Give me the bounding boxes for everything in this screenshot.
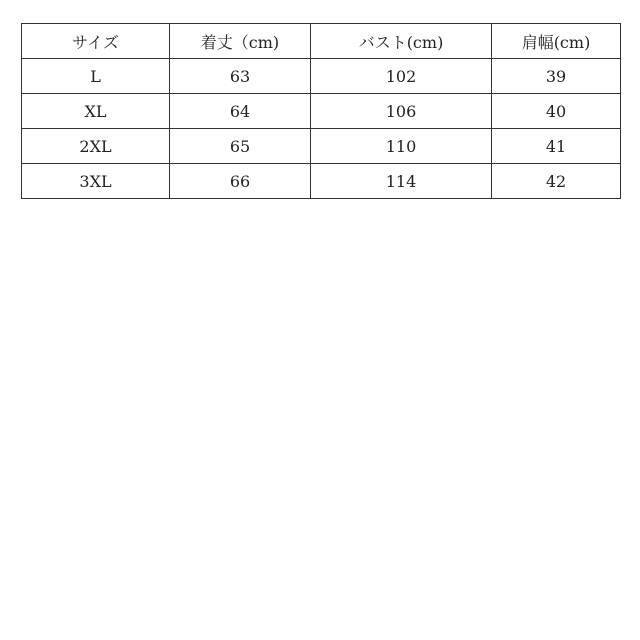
header-length: 着丈（cm) <box>170 24 311 59</box>
table-row <box>22 129 621 164</box>
header-shoulder: 肩幅(cm) <box>492 24 621 59</box>
table-row <box>22 94 621 129</box>
cell-size: 2XL <box>22 129 170 164</box>
header-bust: バスト(cm) <box>311 24 492 59</box>
cell-length: 65 <box>170 129 311 164</box>
cell-length: 66 <box>170 164 311 199</box>
cell-shoulder: 40 <box>492 94 621 129</box>
cell-shoulder: 41 <box>492 129 621 164</box>
cell-size: 3XL <box>22 164 170 199</box>
cell-bust: 114 <box>311 164 492 199</box>
cell-shoulder: 39 <box>492 59 621 94</box>
table-row <box>22 59 621 94</box>
cell-length: 63 <box>170 59 311 94</box>
table-row <box>22 164 621 199</box>
header-size: サイズ <box>22 24 170 59</box>
size-chart-table <box>21 23 621 199</box>
header-row <box>22 24 621 59</box>
cell-bust: 110 <box>311 129 492 164</box>
cell-size: L <box>22 59 170 94</box>
cell-shoulder: 42 <box>492 164 621 199</box>
cell-bust: 102 <box>311 59 492 94</box>
cell-size: XL <box>22 94 170 129</box>
cell-bust: 106 <box>311 94 492 129</box>
cell-length: 64 <box>170 94 311 129</box>
